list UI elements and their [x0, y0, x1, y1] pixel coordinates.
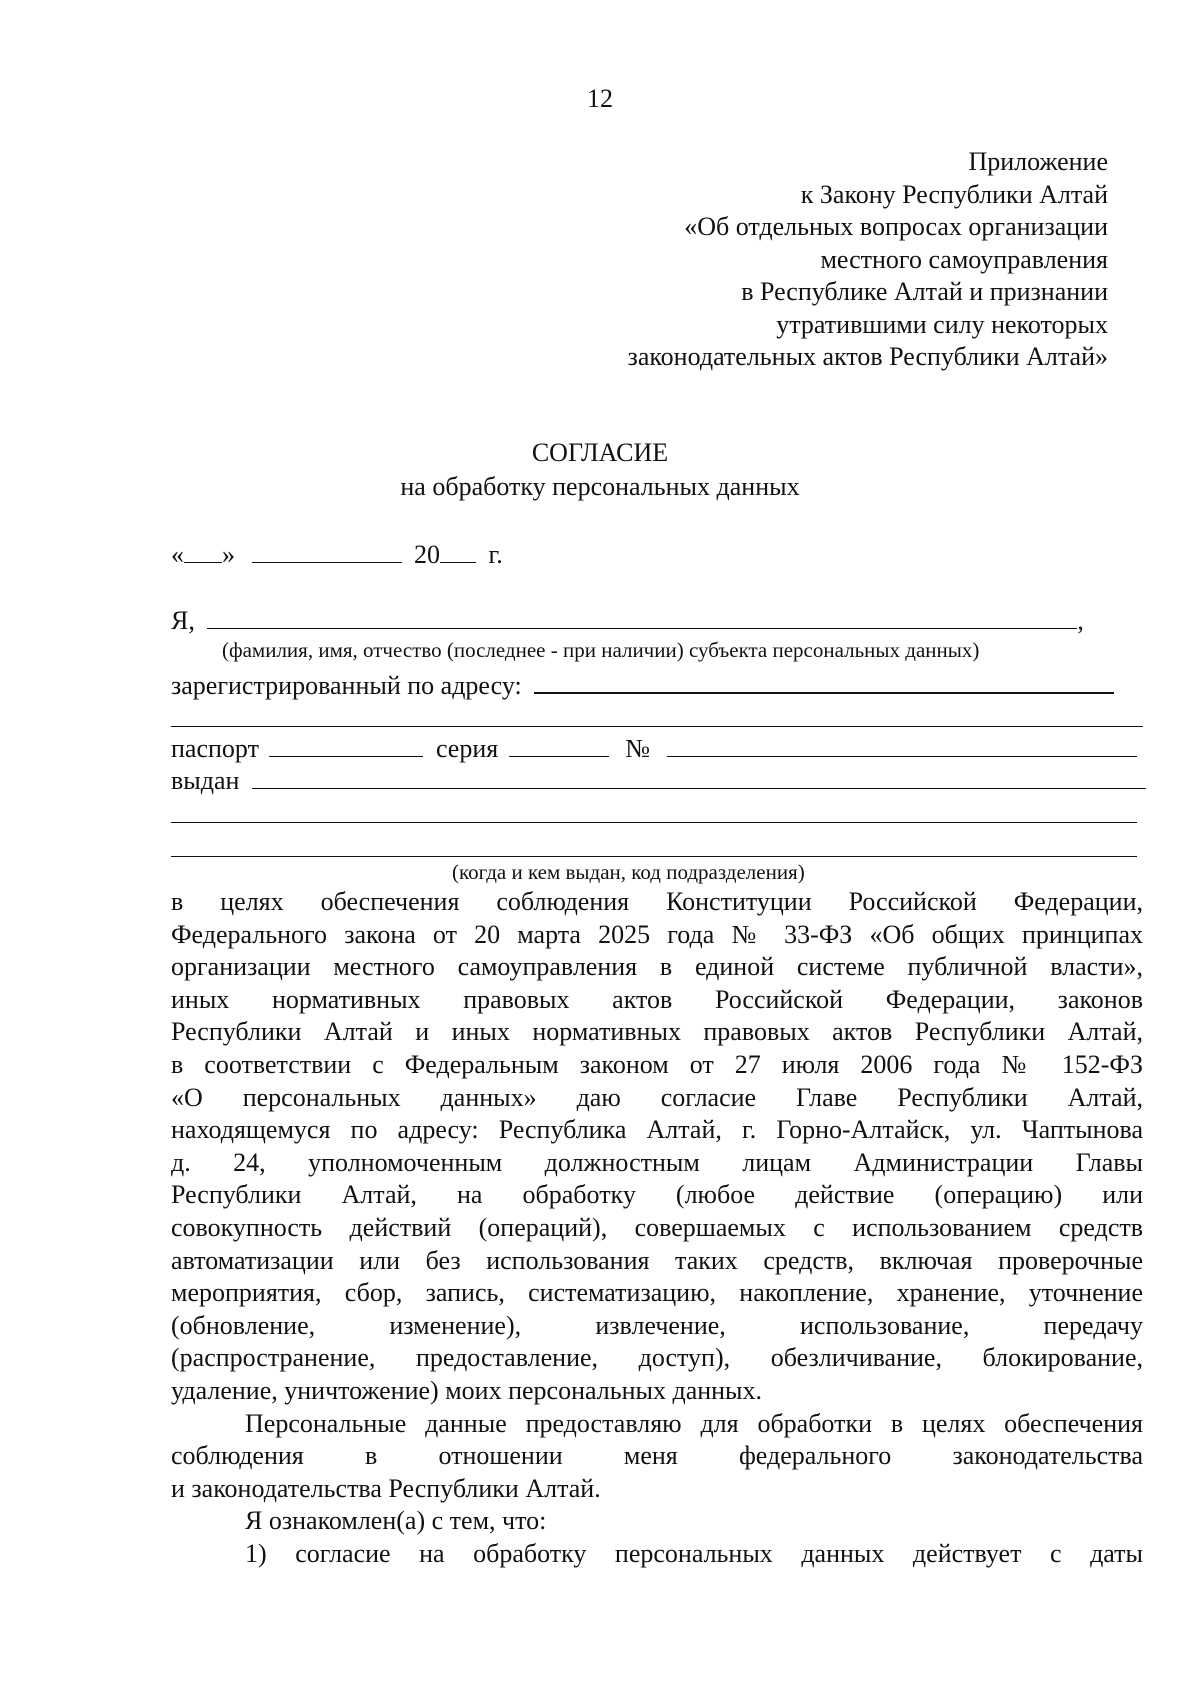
fio-suffix: ,: [1077, 606, 1084, 635]
address-line: [171, 670, 1114, 701]
fio-prefix: Я,: [171, 606, 195, 635]
consent-body: [171, 886, 1143, 1570]
body-line: «О персональных данных» даю согласие Главе Республики Алтай,: [171, 1082, 1143, 1112]
issued-label: выдан: [171, 766, 240, 795]
passport-field[interactable]: [269, 734, 423, 757]
appendix-line: к Закону Республики Алтай: [800, 179, 1108, 209]
body-line: в соответствии с Федеральным законом от 27 июля 2006 года № 152-ФЗ: [171, 1049, 1143, 1079]
number-label: №: [625, 734, 651, 763]
body-line: Республики Алтай, на обработку (любое действие (операцию) или: [171, 1180, 1143, 1210]
body-line: находящемуся по адресу: Республика Алтай, г. Горно-Алтайск, ул. Чаптынова: [171, 1115, 1143, 1145]
year-field[interactable]: [440, 540, 476, 563]
body-line: (распространение, предоставление, доступ), обезличивание, блокирование,: [171, 1343, 1143, 1373]
body-line: Персональные данные предоставляю для обработки в целях обеспечения: [245, 1408, 1143, 1438]
month-field[interactable]: [252, 540, 402, 563]
body-line: Федерального закона от 20 марта 2025 года № 33-ФЗ «Об общих принципах: [171, 919, 1143, 949]
passport-label: паспорт: [171, 734, 259, 763]
close-quote: »: [222, 540, 235, 569]
issued-continuation-field[interactable]: [171, 822, 1137, 823]
address-label: зарегистрированный по адресу:: [171, 671, 522, 700]
document-subtitle: на обработку персональных данных: [400, 472, 800, 501]
body-line: (обновление, изменение), извлечение, использование, передачу: [171, 1310, 1143, 1340]
body-line: соблюдения в отношении меня федерального законодательства: [171, 1441, 1143, 1471]
appendix-line: утратившими силу некоторых: [776, 309, 1108, 339]
body-line: Я ознакомлен(а) с тем, что:: [245, 1506, 547, 1536]
fio-field[interactable]: [207, 606, 1077, 629]
page-number: 12: [587, 84, 613, 113]
body-line: 1) согласие на обработку персональных данных действует с даты: [245, 1538, 1143, 1568]
body-line: мероприятия, сбор, запись, систематизацию, накопление, хранение, уточнение: [171, 1278, 1143, 1308]
open-quote: «: [171, 540, 184, 569]
issued-caption: (когда и кем выдан, код подразделения): [452, 860, 805, 884]
body-line: совокупность действий (операций), совершаемых с использованием средств: [171, 1212, 1143, 1242]
series-label: серия: [435, 734, 499, 763]
appendix-line: Приложение: [968, 147, 1108, 176]
date-line: [171, 540, 503, 570]
issued-field[interactable]: [252, 766, 1146, 789]
document-title: СОГЛАСИЕ: [531, 438, 669, 467]
passport-line: [171, 734, 1137, 764]
year-suffix: г.: [488, 540, 503, 569]
fio-caption: (фамилия, имя, отчество (последнее - при наличии) субъекта персональных данных): [222, 638, 980, 662]
series-field[interactable]: [509, 734, 609, 757]
appendix-header: [628, 146, 1108, 374]
passport-number-field[interactable]: [667, 734, 1137, 757]
body-line: иных нормативных правовых актов Российской Федерации, законов: [171, 984, 1143, 1014]
issued-continuation-field[interactable]: [171, 856, 1137, 857]
year-prefix: 20: [414, 540, 440, 569]
body-line: автоматизации или без использования таких средств, включая проверочные: [171, 1245, 1143, 1275]
fio-line: [171, 606, 1084, 636]
body-line: и законодательства Республики Алтай.: [171, 1473, 601, 1503]
body-line: организации местного самоуправления в единой системе публичной власти»,: [171, 952, 1143, 982]
issued-line: [171, 766, 1146, 796]
body-line: в целях обеспечения соблюдения Конституции Российской Федерации,: [171, 887, 1143, 916]
appendix-line: в Республике Алтай и признании: [741, 277, 1108, 306]
day-field[interactable]: [184, 540, 222, 563]
address-continuation-field[interactable]: [171, 726, 1143, 727]
body-line: д. 24, уполномоченным должностным лицам Администрации Главы: [171, 1147, 1143, 1177]
body-line: Республики Алтай и иных нормативных правовых актов Республики Алтай,: [171, 1017, 1143, 1047]
body-line: удаление, уничтожение) моих персональных данных.: [171, 1375, 763, 1405]
appendix-line: «Об отдельных вопросах организации: [684, 212, 1108, 241]
appendix-line: законодательных актов Республики Алтай»: [627, 342, 1108, 371]
address-field[interactable]: [534, 670, 1114, 694]
appendix-line: местного самоуправления: [820, 244, 1108, 274]
